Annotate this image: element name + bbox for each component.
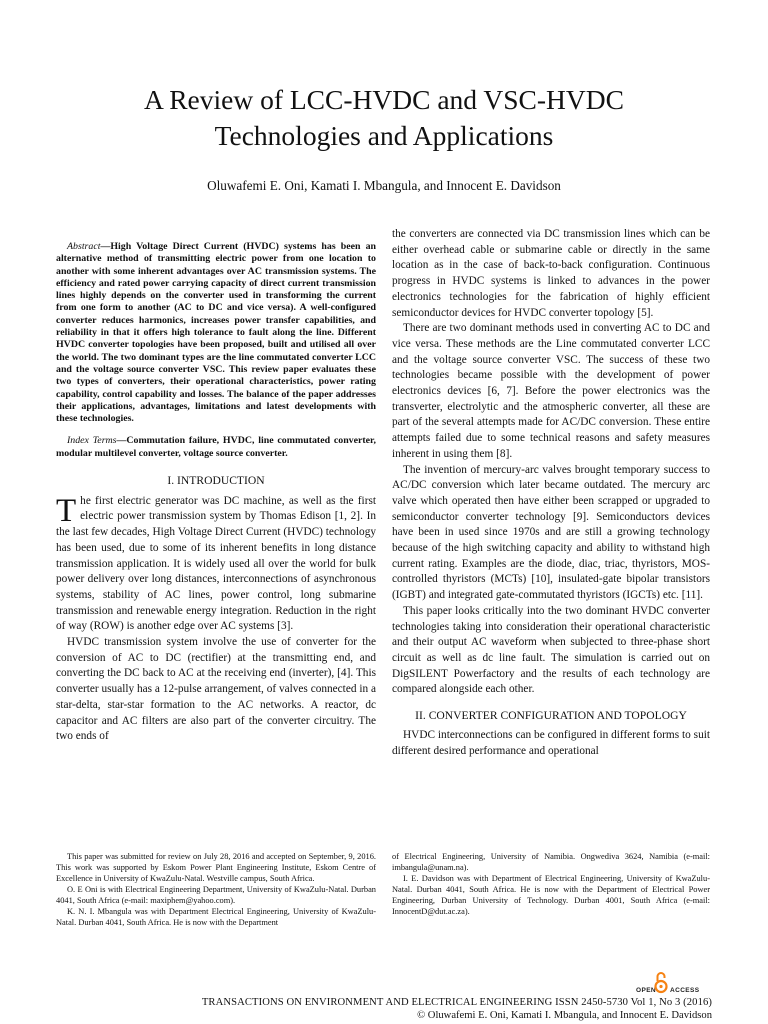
intro-paragraph-1-text: he first electric generator was DC machine, as well as the first electric power transmission system by Thomas Edison [1, 2]. In the last few decades, High Voltage Direct Current (HVDC) technology has been used, due to some of its inherent benefits in long distance transmission application. It is widely used all over the world for bulk power delivery over long distances, interconnections of asynchronous systems, stability of AC lines, power control, long submarine transmission and renewable energy integration. Reduction in the right of way (ROW) is another edge over AC systems [3]. [56,494,376,633]
intro-paragraph-2: HVDC transmission system involve the use of converter for the conversion of AC to DC (rectifier) at the transmitting end, and converting the DC back to AC at the receiving end (inverter), [4]. This converter usually has a 12-pulse arrangement, of valves connected in a star-delta, star-star formation to the AC networks. A reactor, dc capacitor and AC filters are also part of the converter circuitry. The two ends of [56,636,376,743]
intro-paragraph-3: the converters are connected via DC transmission lines which can be either overhead cable or submarine cable or directly in the same location as in the case of back-to-back configuration. Continuous progress in HVDC systems is linked to advances in the power electronics technologies for the fabrication of highly efficient semiconductor devices for HVDC converter topology [5]. [392,228,710,319]
index-terms [56,435,376,460]
footnotes-left [56,851,376,928]
section2-paragraph-1: HVDC interconnections can be configured in different forms to suit different desired performance and operational [392,728,710,757]
author-list: Oluwafemi E. Oni, Kamati I. Mbangula, and Innocent E. Davidson [207,178,561,193]
footnotes-right [392,851,710,917]
intro-paragraph-4: There are two dominant methods used in converting AC to DC and vice versa. These methods are the Line commutated converter LCC and the voltage source converter VSC. The success of these two technologies became possible with the development of power electronics devices [6, 7]. Before the power electronics was the transverter, electrolytic and the atmospheric converter, all these are part of the several attempts made for AC/DC conversion. These entire attempts failed due to some technical reasons and safety measures inherent in using them [8]. [392,322,710,460]
right-column [392,227,710,759]
section-heading-introduction: I. INTRODUCTION [167,474,265,488]
open-access-label-open: OPEN [636,987,657,994]
index-terms-lead: Index Terms [67,435,117,447]
index-terms-text: Commutation failure, HVDC, line commutated converter, modular multilevel converter, voltage source converter. [56,435,377,459]
open-access-label-access: ACCESS [670,987,700,994]
intro-paragraph-5: The invention of mercury-arc valves brought temporary success to AC/DC conversion which later became outdated. The mercury arc valve which operated then have either been scrapped or upgraded to semiconductor converter technology [9]. Semiconductors devices have been in used since 1970s and are still a growing technology because of the high switching capacity and ability to withstand high current rating. Examples are the diode, diac, triac, thyristors, MOS-controlled thyristors (MCTs) [10], insulated-gate bipolar transistors (IGBT) and integrated gate-commutated thyristors (IGCTs) etc. [11]. [392,463,710,602]
abstract-text: High Voltage Direct Current (HVDC) systems has been an alternative method of transmitting electric power from one location to another with some inherent advantages over AC transmission systems. The efficiency and rated power carrying capacity of direct current transmission lines highly depends on the converter used in transforming the current from one form to another (AC to DC and vice versa). A well-configured converter reduces harmonics, increases power transfer capabilities, and reliability in that it offers high tolerance to fault along the line. Different HVDC converter topologies have been proposed, built and utilised all over the world. The two dominant types are the line commutated converter LCC and the voltage source converter VSC. This review paper evaluates these two types of converters, their operational characteristics, power rating capability, control capability and losses. The balance of the paper addresses their applications, advantages, limitations and latest developments with these technologies. [56,241,376,425]
abstract-lead: Abstract [67,241,101,252]
paper-title [40,82,728,154]
journal-footer: TRANSACTIONS ON ENVIRONMENT AND ELECTRICAL ENGINEERING ISSN 2450-5730 Vol 1, No 3 (2016) [201,997,712,1008]
paper-title-line-2: Technologies and Applications [214,120,554,151]
open-lock-icon [654,970,668,994]
intro-paragraph-6: This paper looks critically into the two dominant HVDC converter technologies taking into consideration their operational characteristic and their output AC waveform when subjected to three-phase short circuit as well as dc line fault. The simulation is carried out on DigSILENT Powerfactory and the results of each technology are compared alongside each other. [392,604,710,696]
drop-cap: T [56,492,77,529]
footnote-author-oni: O. E Oni is with Electrical Engineering Department, University of KwaZulu-Natal. Durban 4041, South Africa (e-mail: maxiphem@yahoo.com). [56,885,376,905]
index-terms-dash: — [116,435,127,447]
abstract-dash: — [100,241,111,252]
abstract [56,241,376,425]
paper-title-line-1: A Review of LCC-HVDC and VSC-HVDC [144,84,624,115]
section-heading-converter-configuration: II. CONVERTER CONFIGURATION AND TOPOLOGY [415,709,687,723]
footnote-submission: This paper was submitted for review on July 28, 2016 and accepted on September, 9, 2016. This work was supported by Eskom Power Plant Engineering Institute, Eskom Centre of Excellence in University of KwaZulu-Natal. Westville campus, South Africa. [56,852,376,883]
copyright-line: © Oluwafemi E. Oni, Kamati I. Mbangula, and Innocent E. Davidson [417,1010,712,1021]
intro-paragraph-1 [56,494,376,635]
open-access-logo [636,970,712,1000]
footnote-author-mbangula-cont: of Electrical Engineering, University of Namibia. Ongwediva 3624, Namibia (e-mail: imbangula@unam.na). [392,852,710,872]
footnote-author-davidson: I. E. Davidson was with Department of Electrical Engineering, University of KwaZulu-Natal. Durban 4041, South Africa. He is now with the Department of Electrical Power Engineering, Durban University of Technology. Durban 4001, South Africa (e-mail: InnocentD@dut.ac.za). [392,874,710,916]
footnote-author-mbangula: K. N. I. Mbangula was with Department Electrical Engineering, University of KwaZulu-Natal. Durban 4041, South Africa. He is now with the Department [56,907,376,927]
left-column [56,241,376,745]
